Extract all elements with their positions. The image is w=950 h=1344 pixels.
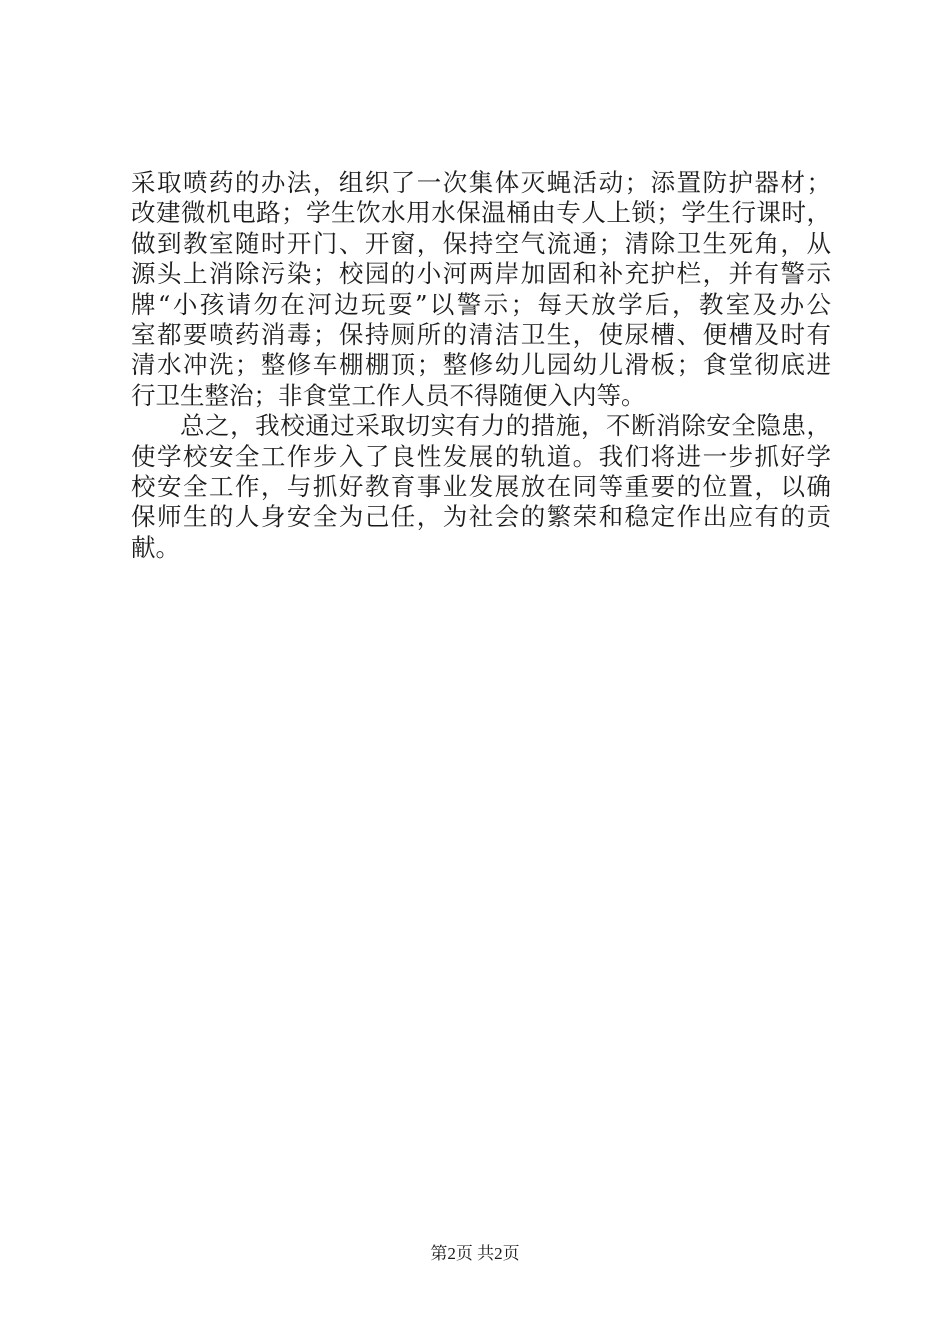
text-line: 源头上消除污染；校园的小河两岸加固和补充护栏，并有警示 [131, 259, 831, 289]
text-line: 室都要喷药消毒；保持厕所的清洁卫生，使尿槽、便槽及时有 [131, 319, 831, 349]
text-line: 使学校安全工作步入了良性发展的轨道。我们将进一步抓好学 [131, 441, 831, 471]
text-line: 清水冲洗；整修车棚棚顶；整修幼儿园幼儿滑板；食堂彻底进 [131, 350, 831, 380]
text-line: 改建微机电路；学生饮水用水保温桶由专人上锁；学生行课时， [131, 198, 831, 228]
paragraph-1 [131, 168, 831, 411]
paragraph-2 [131, 411, 831, 563]
text-line: 采取喷药的办法，组织了一次集体灭蝇活动；添置防护器材； [131, 168, 831, 197]
text-line: 献。 [131, 532, 180, 562]
text-line: 校安全工作，与抓好教育事业发展放在同等重要的位置，以确 [131, 471, 831, 501]
document-body [131, 168, 831, 563]
text-line: 行卫生整治；非食堂工作人员不得随便入内等。 [131, 380, 646, 410]
text-line: 保师生的人身安全为己任，为社会的繁荣和稳定作出应有的贡 [131, 502, 831, 532]
text-line: 做到教室随时开门、开窗，保持空气流通；清除卫生死角，从 [131, 228, 831, 258]
page-footer: 第2页 共2页 [430, 1244, 520, 1263]
text-line: 牌“小孩请勿在河边玩耍”以警示；每天放学后，教室及办公 [131, 289, 831, 319]
text-line: 总之，我校通过采取切实有力的措施，不断消除安全隐患， [180, 411, 831, 441]
